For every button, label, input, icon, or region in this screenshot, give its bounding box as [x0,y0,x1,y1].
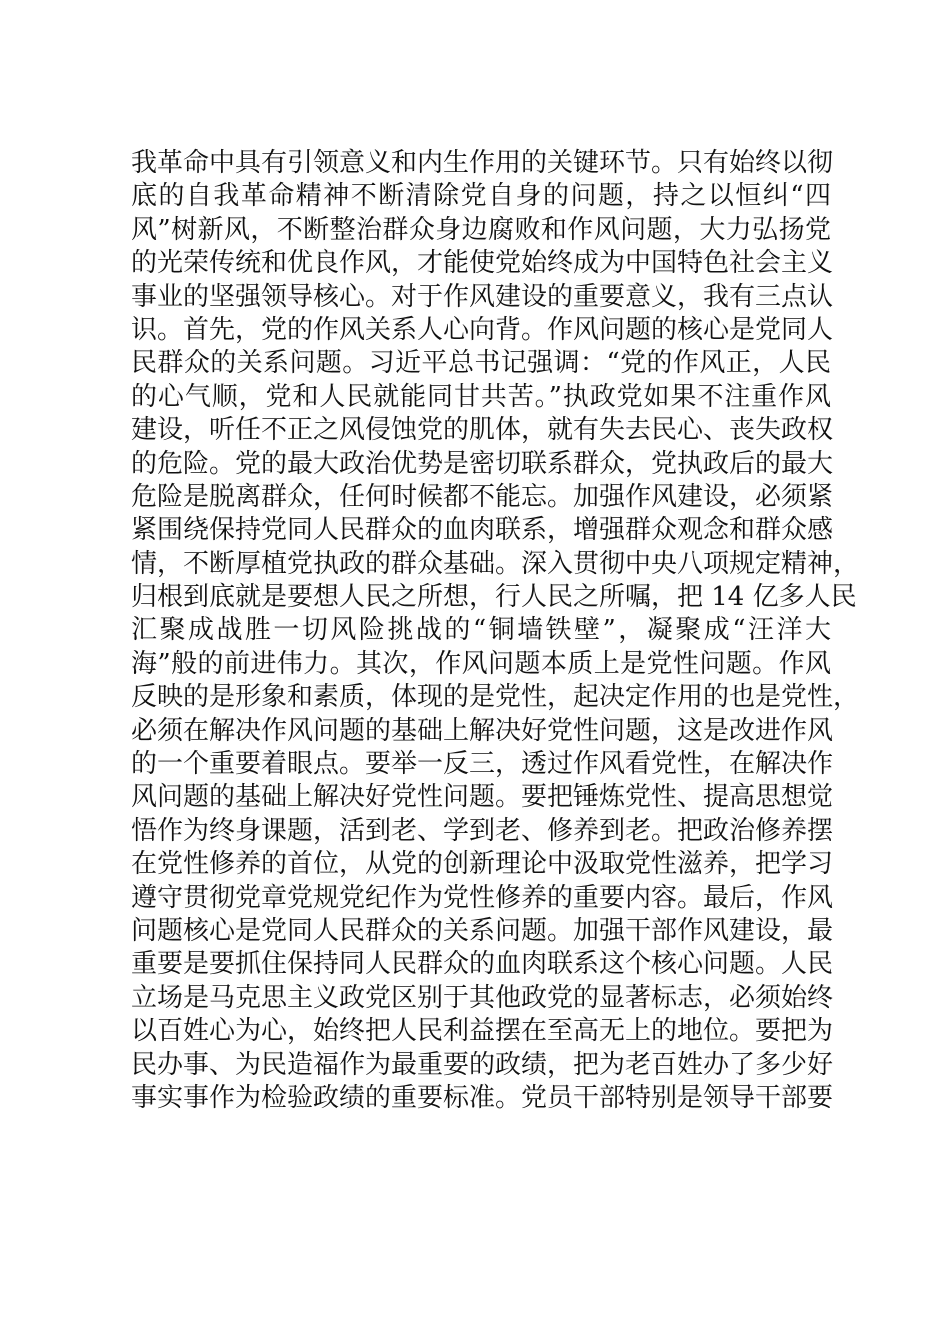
text-line: 汇聚成战胜一切风险挑战的“铜墙铁壁”，凝聚成“汪洋大 [131,615,831,646]
text-line: 遵守贯彻党章党规党纪作为党性修养的重要内容。最后，作风 [131,882,834,913]
text-line: 的危险。党的最大政治优势是密切联系群众，党执政后的最大 [131,448,834,479]
text-line: 立场是马克思主义政党区别于其他政党的显著标志，必须始终 [131,982,834,1013]
text-line: 海”般的前进伟力。其次，作风问题本质上是党性问题。作风 [131,648,831,679]
text-line: 的光荣传统和优良作风，才能使党始终成为中国特色社会主义 [131,248,834,279]
text-line: 以百姓心为心，始终把人民利益摆在至高无上的地位。要把为 [131,1016,834,1047]
text-line: 必须在解决作风问题的基础上解决好党性问题，这是改进作风 [131,715,834,746]
text-line: 事实事作为检验政绩的重要标准。党员干部特别是领导干部要 [131,1082,834,1113]
body-text [131,147,860,1115]
text-line: 情，不断厚植党执政的群众基础。深入贯彻中央八项规定精神， [131,548,860,579]
text-line: 建设，听任不正之风侵蚀党的肌体，就有失去民心、丧失政权 [131,415,834,446]
text-line: 悟作为终身课题，活到老、学到老、修养到老。把政治修养摆 [131,815,834,846]
text-line: 风问题的基础上解决好党性问题。要把锤炼党性、提高思想觉 [131,782,834,813]
text-line: 重要是要抓住保持同人民群众的血肉联系这个核心问题。人民 [131,949,834,980]
text-line: 问题核心是党同人民群众的关系问题。加强干部作风建设，最 [131,915,834,946]
text-line: 的一个重要着眼点。要举一反三，透过作风看党性，在解决作 [131,749,834,780]
text-line: 紧围绕保持党同人民群众的血肉联系，增强群众观念和群众感 [131,515,834,546]
text-line: 反映的是形象和素质，体现的是党性，起决定作用的也是党性， [131,682,860,713]
text-line: 识。首先，党的作风关系人心向背。作风问题的核心是党同人 [131,314,834,345]
text-line: 民群众的关系问题。习近平总书记强调：“党的作风正，人民 [131,348,831,379]
text-line: 风”树新风，不断整治群众身边腐败和作风问题，大力弘扬党 [131,214,831,245]
text-line: 归根到底就是要想人民之所想，行人民之所嘱，把 14 亿多人民 [131,582,857,613]
text-line: 危险是脱离群众，任何时候都不能忘。加强作风建设，必须紧 [131,481,834,512]
text-line: 事业的坚强领导核心。对于作风建设的重要意义，我有三点认 [131,281,834,312]
text-line: 在党性修养的首位，从党的创新理论中汲取党性滋养，把学习 [131,849,834,880]
text-line: 民办事、为民造福作为最重要的政绩，把为老百姓办了多少好 [131,1049,834,1080]
text-line: 的心气顺，党和人民就能同甘共苦。”执政党如果不注重作风 [131,381,831,412]
text-line: 底的自我革命精神不断清除党自身的问题，持之以恒纠“四 [131,181,831,212]
text-line: 我革命中具有引领意义和内生作用的关键环节。只有始终以彻 [131,148,834,178]
